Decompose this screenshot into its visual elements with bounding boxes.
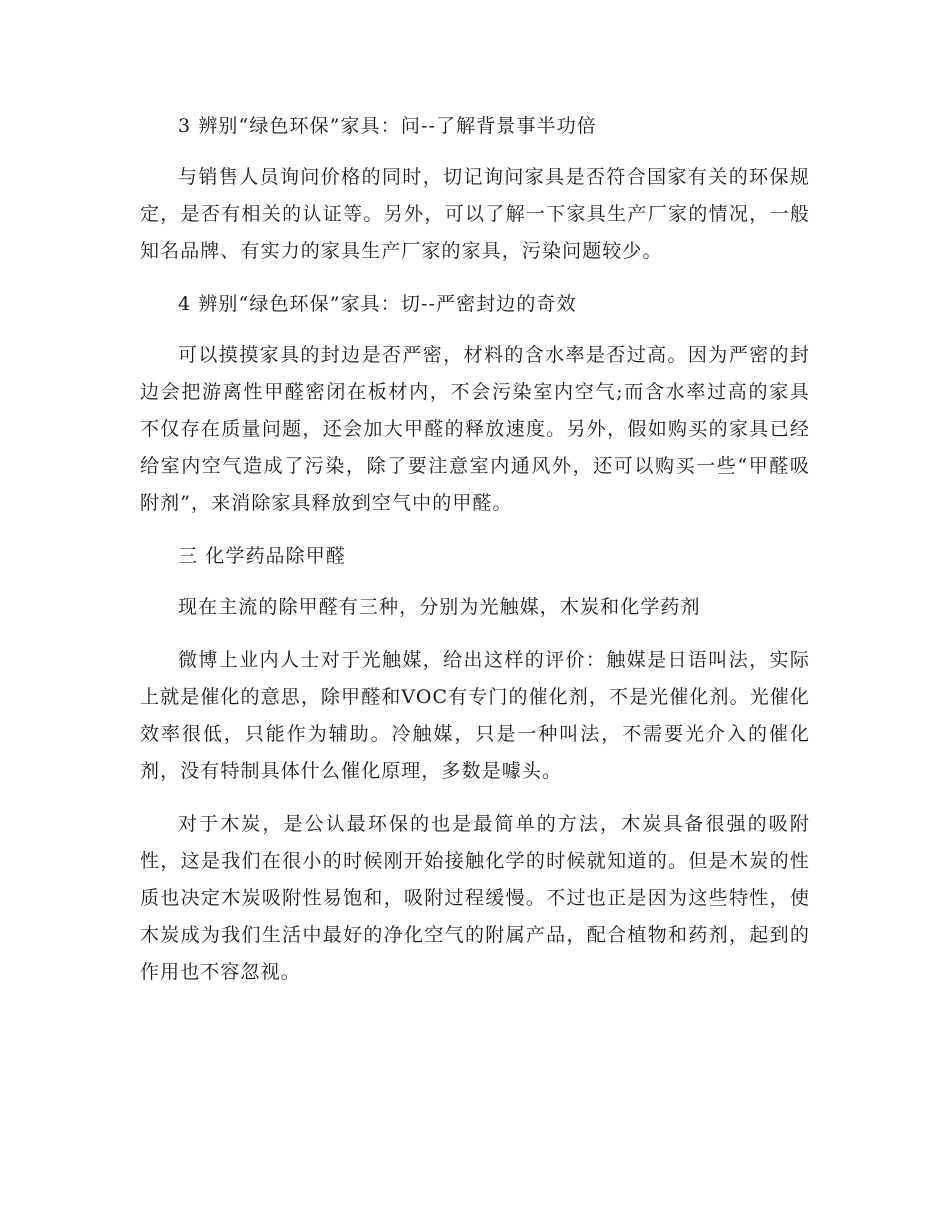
paragraph-edge-sealing: 可以摸摸家具的封边是否严密，材料的含水率是否过高。因为严密的封边会把游离性甲醛密闭在板材内，不会污染室内空气;而含水率过高的家具不仅存在质量问题，还会加大甲醛的释放速度。另外，假如购买的家具已经给室内空气造成了污染，除了要注意室内通风外，还可以购买一些“甲醛吸附剂”，来消除家具释放到空气中的甲醛。	[140, 344, 810, 514]
paragraph-ask-sales: 与销售人员询问价格的同时，切记询问家具是否符合国家有关的环保规定，是否有相关的认证等。另外，可以了解一下家具生产厂家的情况，一般知名品牌、有实力的家具生产厂家的家具，污染问题较少。	[140, 166, 810, 262]
section-heading-chemicals: 三 化学药品除甲醛	[178, 545, 346, 567]
section-heading-furniture-ask: 3 辨别“绿色环保”家具：问--了解背景事半功倍	[178, 115, 597, 137]
section-heading-furniture-touch: 4 辨别“绿色环保”家具：切--严密封边的奇效	[178, 293, 577, 315]
paragraph-mainstream-methods: 现在主流的除甲醛有三种，分别为光触媒，木炭和化学药剂	[178, 596, 701, 618]
paragraph-photocatalyst: 微博上业内人士对于光触媒，给出这样的评价：触媒是日语叫法，实际上就是催化的意思，除甲醛和VOC有专门的催化剂，不是光催化剂。光催化效率很低，只能作为辅助。冷触媒，只是一种叫法，不需要光介入的催化剂，没有特制具体什么催化原理，多数是噱头。	[140, 649, 810, 782]
paragraph-charcoal: 对于木炭，是公认最环保的也是最简单的方法，木炭具备很强的吸附性，这是我们在很小的时候刚开始接触化学的时候就知道的。但是木炭的性质也决定木炭吸附性易饱和，吸附过程缓慢。不过也正是因为这些特性，使木炭成为我们生活中最好的净化空气的附属产品，配合植物和药剂，起到的作用也不容忽视。	[140, 813, 810, 983]
